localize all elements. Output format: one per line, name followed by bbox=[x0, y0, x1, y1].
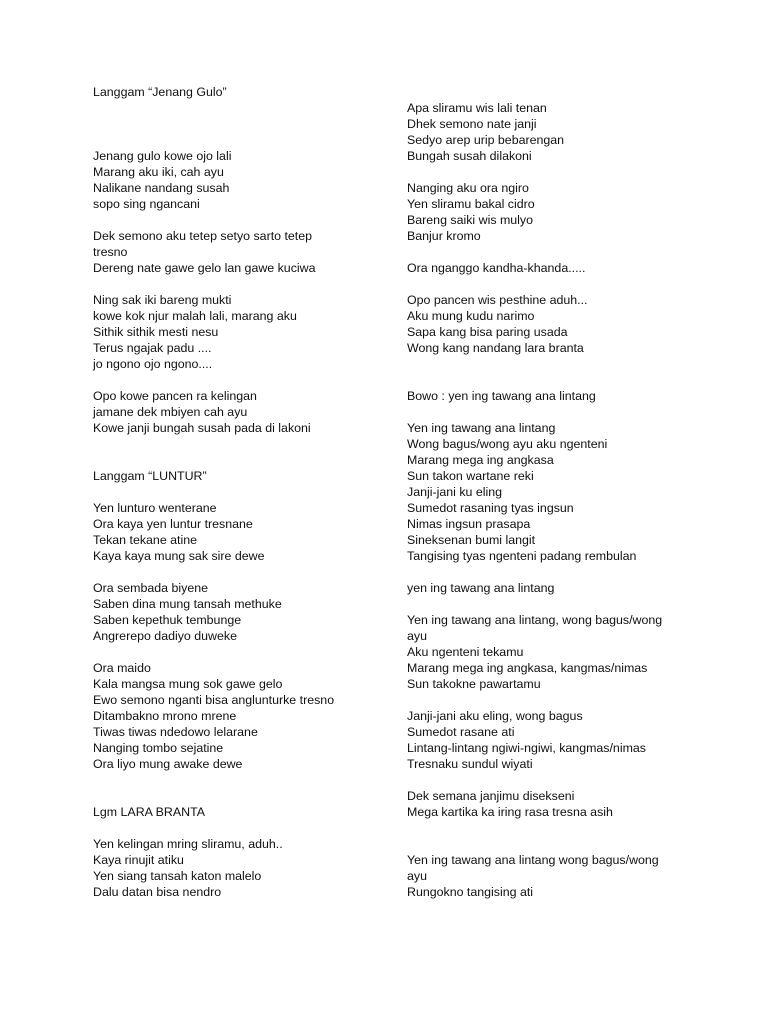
lyric-line: Janji-jani ku eling bbox=[407, 485, 503, 499]
blank-line bbox=[407, 276, 707, 292]
lyric-line: Bareng saiki wis mulyo bbox=[407, 213, 534, 227]
lyric-line: Dhek semono nate janji bbox=[407, 117, 537, 131]
lyric-line: Nanging tombo sejatine bbox=[93, 741, 224, 755]
lyric-line: Bungah susah dilakoni bbox=[407, 149, 532, 163]
lyric-line: Dek semono aku tetep setyo sarto tetep bbox=[93, 229, 313, 243]
blank-line bbox=[93, 100, 393, 116]
blank-line bbox=[93, 452, 393, 468]
blank-line bbox=[407, 84, 707, 100]
blank-line bbox=[93, 772, 393, 788]
lyric-line: Ditambakno mrono mrene bbox=[93, 709, 237, 723]
lyric-line: Bowo : yen ing tawang ana lintang bbox=[407, 389, 596, 403]
lyric-line: Langgam “Jenang Gulo” bbox=[93, 85, 227, 99]
lyric-line: Nimas ingsun prasapa bbox=[407, 517, 531, 531]
lyric-line: Ewo semono nganti bisa anglunturke tresno bbox=[93, 693, 335, 707]
lyric-line: Dalu datan bisa nendro bbox=[93, 885, 222, 899]
lyric-line: ayu bbox=[407, 629, 427, 643]
blank-line bbox=[407, 772, 707, 788]
lyric-line: Yen sliramu bakal cidro bbox=[407, 197, 535, 211]
blank-line bbox=[407, 244, 707, 260]
lyric-line: tresno bbox=[93, 245, 128, 259]
lyric-line: Nanging aku ora ngiro bbox=[407, 181, 529, 195]
lyric-line: Tresnaku sundul wiyati bbox=[407, 757, 533, 771]
blank-line bbox=[407, 164, 707, 180]
blank-line bbox=[407, 564, 707, 580]
blank-line bbox=[93, 788, 393, 804]
lyric-line: Dek semana janjimu disekseni bbox=[407, 789, 575, 803]
lyric-line: Wong bagus/wong ayu aku ngenteni bbox=[407, 437, 608, 451]
lyric-line: Wong kang nandang lara branta bbox=[407, 341, 584, 355]
blank-line bbox=[93, 116, 393, 132]
lyric-line: Yen siang tansah katon malelo bbox=[93, 869, 262, 883]
lyric-line: Apa sliramu wis lali tenan bbox=[407, 101, 547, 115]
lyric-line: Ora kaya yen luntur tresnane bbox=[93, 517, 253, 531]
lyric-line: Mega kartika ka iring rasa tresna asih bbox=[407, 805, 613, 819]
lyric-line: Lintang-lintang ngiwi-ngiwi, kangmas/nimas bbox=[407, 741, 646, 755]
lyric-line: Langgam “LUNTUR” bbox=[93, 469, 207, 483]
lyric-line: Ning sak iki bareng mukti bbox=[93, 293, 232, 307]
blank-line bbox=[93, 132, 393, 148]
lyric-line: Sedyo arep urip bebarengan bbox=[407, 133, 565, 147]
lyric-line: Janji-jani aku eling, wong bagus bbox=[407, 709, 583, 723]
blank-line bbox=[93, 820, 393, 836]
lyric-line: Yen ing tawang ana lintang, wong bagus/wong bbox=[407, 613, 663, 627]
lyric-line: Tangising tyas ngenteni padang rembulan bbox=[407, 549, 637, 563]
lyric-line: Ora sembada biyene bbox=[93, 581, 209, 595]
lyric-line: Sithik sithik mesti nesu bbox=[93, 325, 219, 339]
lyric-line: Rungokno tangising ati bbox=[407, 885, 534, 899]
lyric-line: Aku mung kudu narimo bbox=[407, 309, 535, 323]
lyric-line: jamane dek mbiyen cah ayu bbox=[93, 405, 248, 419]
lyric-line: Kala mangsa mung sok gawe gelo bbox=[93, 677, 283, 691]
lyric-line: Ora nganggo kandha-khanda..... bbox=[407, 261, 586, 275]
lyric-line: Saben dina mung tansah methuke bbox=[93, 597, 282, 611]
lyric-line: Sumedot rasaning tyas ingsun bbox=[407, 501, 574, 515]
blank-line bbox=[93, 436, 393, 452]
lyric-line: Marang mega ing angkasa bbox=[407, 453, 554, 467]
blank-line bbox=[407, 356, 707, 372]
lyric-line: Jenang gulo kowe ojo lali bbox=[93, 149, 232, 163]
blank-line bbox=[407, 820, 707, 836]
lyric-line: Kaya kaya mung sak sire dewe bbox=[93, 549, 265, 563]
lyric-line: Yen lunturo wenterane bbox=[93, 501, 217, 515]
lyric-line: Nalikane nandang susah bbox=[93, 181, 230, 195]
lyric-line: Marang mega ing angkasa, kangmas/nimas bbox=[407, 661, 648, 675]
right-column bbox=[407, 84, 707, 900]
lyric-line: Tiwas tiwas ndedowo lelarane bbox=[93, 725, 258, 739]
blank-line bbox=[93, 276, 393, 292]
lyric-line: sopo sing ngancani bbox=[93, 197, 200, 211]
lyric-line: Sineksenan bumi langit bbox=[407, 533, 536, 547]
lyric-line: Kaya rinujit atiku bbox=[93, 853, 184, 867]
blank-line bbox=[93, 644, 393, 660]
lyric-line: Tekan tekane atine bbox=[93, 533, 198, 547]
lyric-line: Banjur kromo bbox=[407, 229, 481, 243]
lyric-line: Ora maido bbox=[93, 661, 151, 675]
lyric-line: ayu bbox=[407, 869, 427, 883]
blank-line bbox=[407, 372, 707, 388]
lyric-line: Dereng nate gawe gelo lan gawe kuciwa bbox=[93, 261, 316, 275]
lyric-line: Kowe janji bungah susah pada di lakoni bbox=[93, 421, 311, 435]
lyric-line: Yen kelingan mring sliramu, aduh.. bbox=[93, 837, 283, 851]
lyric-line: jo ngono ojo ngono.... bbox=[93, 357, 213, 371]
blank-line bbox=[93, 212, 393, 228]
lyric-line: Sun takokne pawartamu bbox=[407, 677, 541, 691]
lyric-line: Lgm LARA BRANTA bbox=[93, 805, 206, 819]
lyric-line: Yen ing tawang ana lintang bbox=[407, 421, 556, 435]
left-column bbox=[93, 84, 393, 900]
lyric-line: Sun takon wartane reki bbox=[407, 469, 534, 483]
lyric-line: kowe kok njur malah lali, marang aku bbox=[93, 309, 297, 323]
blank-line bbox=[93, 372, 393, 388]
lyric-line: Terus ngajak padu .... bbox=[93, 341, 212, 355]
blank-line bbox=[407, 836, 707, 852]
lyric-line: Opo kowe pancen ra kelingan bbox=[93, 389, 257, 403]
lyric-line: Aku ngenteni tekamu bbox=[407, 645, 524, 659]
lyric-line: Sapa kang bisa paring usada bbox=[407, 325, 568, 339]
lyric-line: Marang aku iki, cah ayu bbox=[93, 165, 224, 179]
lyric-line: Ora liyo mung awake dewe bbox=[93, 757, 243, 771]
lyric-line: yen ing tawang ana lintang bbox=[407, 581, 555, 595]
blank-line bbox=[407, 692, 707, 708]
lyric-line: Opo pancen wis pesthine aduh... bbox=[407, 293, 588, 307]
lyric-line: Sumedot rasane ati bbox=[407, 725, 515, 739]
lyric-line: Saben kepethuk tembunge bbox=[93, 613, 242, 627]
lyric-line: Yen ing tawang ana lintang wong bagus/wong bbox=[407, 853, 659, 867]
blank-line bbox=[93, 484, 393, 500]
blank-line bbox=[407, 404, 707, 420]
lyric-line: Angrerepo dadiyo duweke bbox=[93, 629, 237, 643]
blank-line bbox=[407, 596, 707, 612]
blank-line bbox=[93, 564, 393, 580]
